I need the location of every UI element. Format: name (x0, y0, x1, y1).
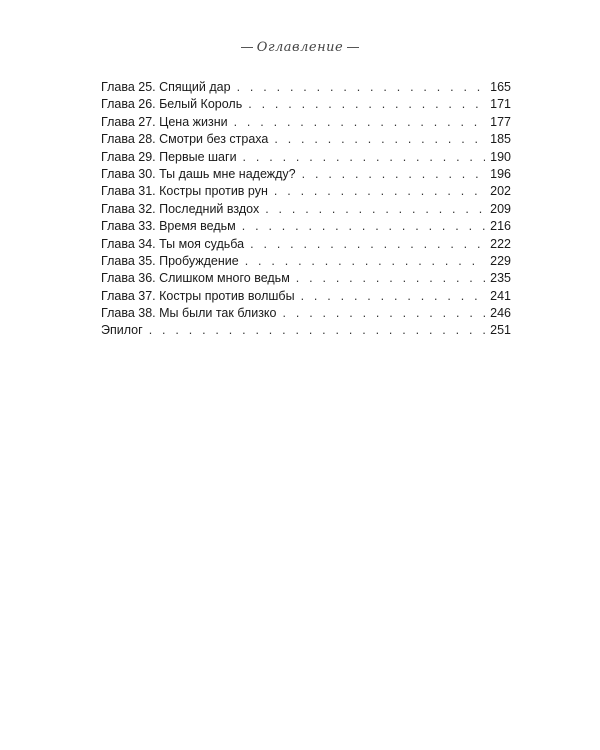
toc-entry-title: Глава 29. Первые шаги (101, 149, 237, 164)
toc-entry[interactable] (101, 236, 511, 253)
dot-leader (301, 288, 485, 305)
toc-entry[interactable] (101, 253, 511, 270)
toc-entry-page: 222 (490, 236, 511, 251)
dot-leader (274, 183, 485, 200)
header-dash-left (241, 47, 253, 48)
dot-leader (283, 305, 486, 322)
toc-entry-page: 196 (490, 166, 511, 181)
toc-entry-title: Эпилог (101, 323, 143, 338)
toc-entry[interactable] (101, 322, 511, 339)
toc-entry-page: 235 (490, 271, 511, 286)
toc-entry-page: 202 (490, 184, 511, 199)
toc-entry-title: Глава 32. Последний вздох (101, 201, 260, 216)
page-title: Оглавление (256, 40, 344, 55)
dot-leader (243, 149, 485, 166)
toc-entry-page: 165 (490, 80, 511, 94)
toc-entry-title: Глава 30. Ты дашь мне надежду? (101, 166, 296, 181)
toc-entry-page: 185 (490, 132, 511, 147)
toc-entry-title: Глава 31. Костры против рун (101, 184, 268, 199)
toc-entry-title: Глава 27. Цена жизни (101, 114, 228, 129)
dot-leader (245, 253, 485, 270)
toc-entry[interactable] (101, 218, 511, 235)
toc-entry[interactable] (101, 79, 511, 96)
toc-entry-page: 171 (490, 97, 511, 112)
toc-entry-page: 177 (490, 114, 511, 129)
dot-leader (274, 131, 485, 148)
toc-entry[interactable] (101, 270, 511, 287)
toc-entry-page: 216 (490, 219, 511, 234)
dot-leader (242, 218, 485, 235)
toc-entry-page: 190 (490, 149, 511, 164)
dot-leader (250, 236, 485, 253)
toc-entry[interactable] (101, 183, 511, 200)
toc-entry-title: Глава 28. Смотри без страха (101, 132, 269, 147)
dot-leader (248, 96, 485, 113)
toc-entry-title: Глава 35. Пробуждение (101, 253, 239, 268)
table-of-contents (101, 79, 511, 340)
toc-entry[interactable] (101, 149, 511, 166)
toc-entry[interactable] (101, 166, 511, 183)
toc-entry-page: 209 (490, 201, 511, 216)
toc-entry-page: 251 (490, 323, 511, 338)
toc-entry-page: 241 (490, 288, 511, 303)
toc-entry[interactable] (101, 201, 511, 218)
toc-entry-title: Глава 36. Слишком много ведьм (101, 271, 290, 286)
dot-leader (302, 166, 485, 183)
toc-entry-title: Глава 34. Ты моя судьба (101, 236, 245, 251)
toc-entry-title: Глава 25. Спящий дар (101, 80, 231, 94)
dot-leader (237, 79, 485, 96)
toc-entry[interactable] (101, 288, 511, 305)
toc-entry[interactable] (101, 96, 511, 113)
toc-entry-page: 246 (490, 306, 511, 321)
toc-entry[interactable] (101, 305, 511, 322)
dot-leader (265, 201, 485, 218)
toc-entry-title: Глава 26. Белый Король (101, 97, 243, 112)
toc-entry-title: Глава 33. Время ведьм (101, 219, 236, 234)
header-dash-right (347, 47, 359, 48)
toc-entry[interactable] (101, 114, 511, 131)
dot-leader (149, 322, 485, 339)
dot-leader (296, 270, 485, 287)
dot-leader (234, 114, 485, 131)
toc-entry[interactable] (101, 131, 511, 148)
toc-entry-page: 229 (490, 253, 511, 268)
toc-entry-title: Глава 38. Мы были так близко (101, 306, 277, 321)
toc-header (0, 40, 600, 55)
toc-entry-title: Глава 37. Костры против волшбы (101, 288, 295, 303)
